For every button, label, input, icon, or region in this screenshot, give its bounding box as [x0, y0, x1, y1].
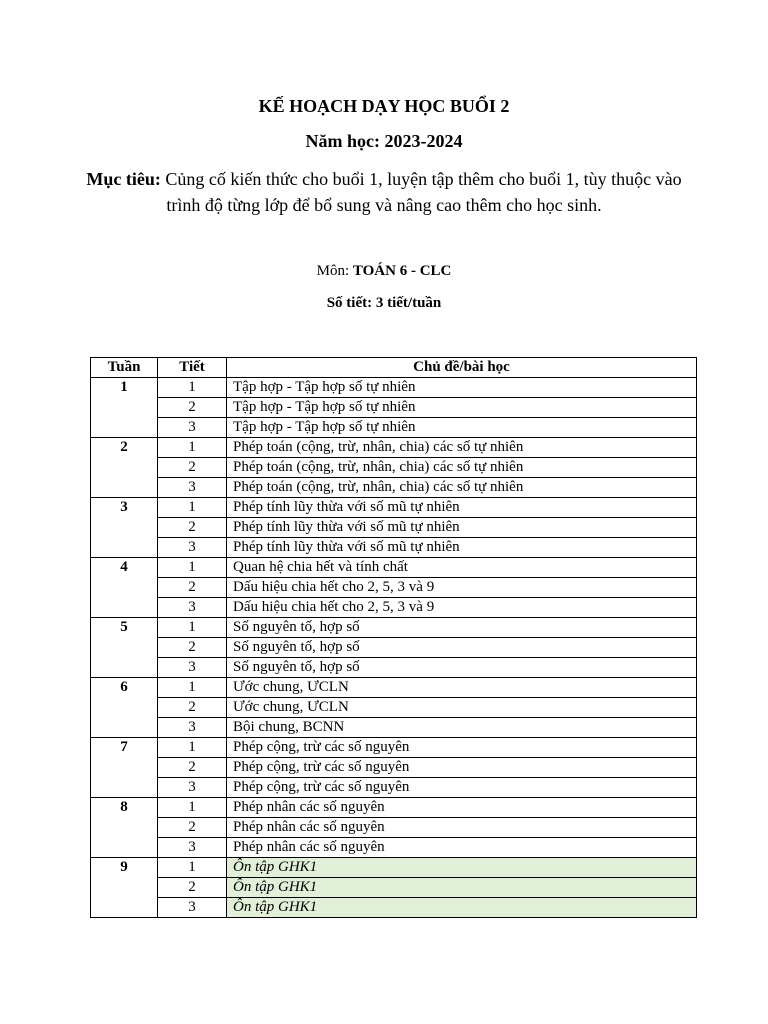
topic-cell: Phép cộng, trừ các số nguyên	[227, 758, 697, 778]
table-row	[91, 558, 697, 578]
table-row	[91, 578, 697, 598]
topic-cell: Số nguyên tố, hợp số	[227, 638, 697, 658]
topic-cell: Bội chung, BCNN	[227, 718, 697, 738]
subject-value: TOÁN 6 - CLC	[352, 263, 452, 279]
table-row	[91, 778, 697, 798]
table-body	[91, 378, 697, 918]
period-cell: 1	[158, 798, 227, 818]
table-row	[91, 478, 697, 498]
period-cell: 3	[158, 538, 227, 558]
week-cell: 3	[91, 498, 158, 558]
topic-cell: Phép tính lũy thừa với số mũ tự nhiên	[227, 498, 697, 518]
period-cell: 1	[158, 678, 227, 698]
objective-label: Mục tiêu:	[86, 169, 161, 189]
table-row	[91, 638, 697, 658]
period-cell: 3	[158, 598, 227, 618]
period-cell: 3	[158, 778, 227, 798]
topic-cell: Ôn tập GHK1	[227, 858, 697, 878]
period-cell: 1	[158, 858, 227, 878]
topic-cell: Tập hợp - Tập hợp số tự nhiên	[227, 398, 697, 418]
period-cell: 2	[158, 398, 227, 418]
period-cell: 2	[158, 818, 227, 838]
period-cell: 1	[158, 618, 227, 638]
period-cell: 2	[158, 758, 227, 778]
week-cell: 6	[91, 678, 158, 738]
objective-paragraph	[80, 166, 688, 218]
subject-line	[0, 263, 768, 280]
topic-cell: Ước chung, ƯCLN	[227, 698, 697, 718]
topic-cell: Phép cộng, trừ các số nguyên	[227, 738, 697, 758]
table-row	[91, 798, 697, 818]
period-cell: 2	[158, 698, 227, 718]
topic-cell: Phép cộng, trừ các số nguyên	[227, 778, 697, 798]
topic-cell: Tập hợp - Tập hợp số tự nhiên	[227, 418, 697, 438]
week-cell: 5	[91, 618, 158, 678]
topic-cell: Phép toán (cộng, trừ, nhân, chia) các số tự nhiên	[227, 438, 697, 458]
topic-cell: Dấu hiệu chia hết cho 2, 5, 3 và 9	[227, 578, 697, 598]
table-row	[91, 598, 697, 618]
table-row	[91, 438, 697, 458]
subject-label: Môn:	[316, 263, 353, 279]
table-header-row	[91, 358, 697, 378]
lesson-plan-table	[90, 357, 697, 918]
table-row	[91, 658, 697, 678]
period-cell: 3	[158, 838, 227, 858]
topic-cell: Số nguyên tố, hợp số	[227, 658, 697, 678]
period-cell: 2	[158, 518, 227, 538]
table-row	[91, 838, 697, 858]
topic-cell: Phép nhân các số nguyên	[227, 838, 697, 858]
table-row	[91, 758, 697, 778]
table-row	[91, 858, 697, 878]
table-row	[91, 698, 697, 718]
period-cell: 1	[158, 558, 227, 578]
week-cell: 9	[91, 858, 158, 918]
period-cell: 1	[158, 498, 227, 518]
header-period: Tiết	[158, 358, 227, 378]
topic-cell: Phép tính lũy thừa với số mũ tự nhiên	[227, 538, 697, 558]
period-cell: 3	[158, 478, 227, 498]
table-row	[91, 458, 697, 478]
week-cell: 4	[91, 558, 158, 618]
objective-text: Củng cố kiến thức cho buổi 1, luyện tập thêm cho buổi 1, tùy thuộc vào trình độ từng lớp để bổ sung và nâng cao thêm cho học sinh.	[160, 169, 682, 215]
week-cell: 8	[91, 798, 158, 858]
table-row	[91, 418, 697, 438]
table-row	[91, 538, 697, 558]
period-cell: 1	[158, 738, 227, 758]
topic-cell: Tập hợp - Tập hợp số tự nhiên	[227, 378, 697, 398]
topic-cell: Số nguyên tố, hợp số	[227, 618, 697, 638]
period-cell: 2	[158, 638, 227, 658]
week-cell: 1	[91, 378, 158, 438]
table-row	[91, 498, 697, 518]
period-cell: 1	[158, 378, 227, 398]
period-cell: 3	[158, 718, 227, 738]
topic-cell: Phép tính lũy thừa với số mũ tự nhiên	[227, 518, 697, 538]
topic-cell: Ôn tập GHK1	[227, 878, 697, 898]
topic-cell: Quan hệ chia hết và tính chất	[227, 558, 697, 578]
period-cell: 2	[158, 878, 227, 898]
period-cell: 3	[158, 418, 227, 438]
topic-cell: Phép nhân các số nguyên	[227, 818, 697, 838]
table-row	[91, 678, 697, 698]
period-cell: 3	[158, 898, 227, 918]
topic-cell: Phép toán (cộng, trừ, nhân, chia) các số tự nhiên	[227, 478, 697, 498]
table-row	[91, 718, 697, 738]
topic-cell: Dấu hiệu chia hết cho 2, 5, 3 và 9	[227, 598, 697, 618]
period-cell: 2	[158, 458, 227, 478]
table-row	[91, 878, 697, 898]
period-cell: 2	[158, 578, 227, 598]
periods-per-week: Số tiết: 3 tiết/tuần	[326, 295, 442, 311]
topic-cell: Phép nhân các số nguyên	[227, 798, 697, 818]
table-row	[91, 818, 697, 838]
table-row	[91, 378, 697, 398]
topic-cell: Ước chung, ƯCLN	[227, 678, 697, 698]
header-topic: Chủ đề/bài học	[227, 358, 697, 378]
week-cell: 7	[91, 738, 158, 798]
topic-cell: Phép toán (cộng, trừ, nhân, chia) các số tự nhiên	[227, 458, 697, 478]
table-row	[91, 518, 697, 538]
table-row	[91, 398, 697, 418]
week-cell: 2	[91, 438, 158, 498]
school-year: Năm học: 2023-2024	[305, 131, 463, 151]
period-cell: 1	[158, 438, 227, 458]
period-cell: 3	[158, 658, 227, 678]
table-row	[91, 618, 697, 638]
document-title: KẾ HOẠCH DẠY HỌC BUỔI 2	[258, 96, 510, 116]
topic-cell: Ôn tập GHK1	[227, 898, 697, 918]
header-week: Tuần	[91, 358, 158, 378]
table-row	[91, 738, 697, 758]
table-row	[91, 898, 697, 918]
